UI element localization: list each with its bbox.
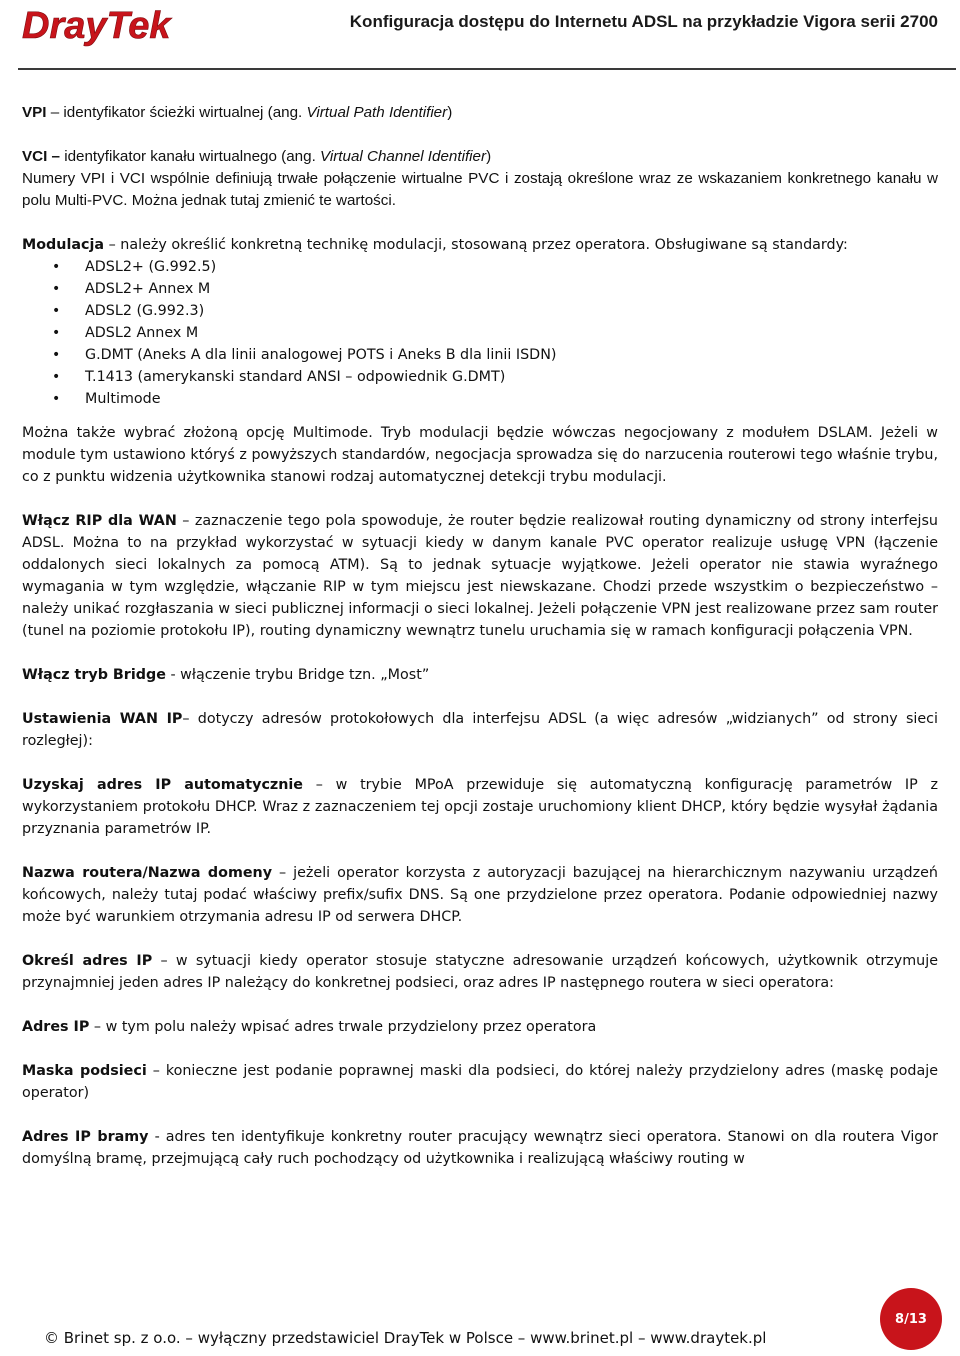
list-item: • ADSL2+ (G.992.5) [22,256,938,278]
svg-text:DrayTek: DrayTek [22,5,171,47]
paragraph-gateway: Adres IP bramy - adres ten identyfikuje konkretny router pracujący wewnątrz sieci operatora. Stanowi on dla routera Vigor domyślną bramę, przejmującą cały ruch pochodzący od użytkownika i realizującą właściwy routing w [22,1129,938,1167]
list-item: • Multimode [22,388,938,410]
paragraph-vpi: VPI – identyfikator ścieżki wirtualnej (ang. Virtual Path Identifier) [22,104,453,121]
paragraph-modulation: Modulacja – należy określić konkretną technikę modulacji, stosowaną przez operatora. Obsługiwane są standardy: [22,237,848,253]
draytek-logo [18,4,208,50]
document-body [22,102,938,1170]
page-footer [0,1318,960,1356]
paragraph-vci: VCI – identyfikator kanału wirtualnego (ang. Virtual Channel Identifier) Numery VPI i VCI wspólnie definiują trwałe połączenie wirtualne PVC i zostają określone wraz ze wskazaniem konkretnego kanału w polu Multi-PVC. Można jednak tutaj zmienić te wartości. [22,148,938,209]
paragraph-rip: Włącz RIP dla WAN – zaznaczenie tego pola spowoduje, że router będzie realizował routing dynamiczny od strony interfejsu ADSL. Można to na przykład wykorzystać w sytuacji kiedy w danym kanale PVC operator realizuje usługę VPN (łączenie oddalonych sieci lokalnych za pomocą ATM). Są to jednak sytuacje wyjątkowe. Jeżeli operator nie stawia wyraźnego wymagania w tym względzie, włączanie RIP w tym miejscu jest niewskazane. Chodzi przede wszystkim o bezpieczeństwo – należy unikać rozgłaszania w sieci publicznej informacji o sieci lokalnej. Jeżeli połączenie VPN jest realizowane przez sam router (tunel na poziomie protokołu IP), routing dynamiczny wewnątrz tunelu uruchamia się w ramach konfiguracji połączenia VPN. [22,513,938,639]
paragraph-bridge: Włącz tryb Bridge - włączenie trybu Bridge tzn. „Most” [22,667,430,683]
page-number-badge: 8/13 [880,1288,942,1350]
paragraph-multimode: Można także wybrać złożoną opcję Multimode. Tryb modulacji będzie wówczas negocjowany z modułem DSLAM. Jeżeli w module tym ustawiono któryś z powyższych standardów, negocjacja sprowadza się do narzucenia routerowi tego właśnie trybu, co z punktu widzenia użytkownika stanowi rodzaj automatycznej detekcji trybu modulacji. [22,425,938,485]
standards-list [22,256,938,410]
paragraph-router-name: Nazwa routera/Nazwa domeny – jeżeli operator korzysta z autoryzacji bazującej na hierarchicznym nazywaniu urządzeń końcowych, należy tutaj podać właściwy prefix/sufix DNS. Są one przydzielone przez operatora. Podanie odpowiedniej nazwy może być warunkiem otrzymania adresu IP od serwera DHCP. [22,865,938,925]
list-item: • ADSL2+ Annex M [22,278,938,300]
list-item: • ADSL2 Annex M [22,322,938,344]
document-title: Konfiguracja dostępu do Internetu ADSL na przykładzie Vigora serii 2700 [349,12,938,31]
paragraph-ip-address: Adres IP – w tym polu należy wpisać adres trwale przydzielony przez operatora [22,1019,597,1035]
paragraph-wan-ip: Ustawienia WAN IP– dotyczy adresów protokołowych dla interfejsu ADSL (a więc adresów „widzianych” od strony sieci rozległej): [22,711,938,749]
list-item: • ADSL2 (G.992.3) [22,300,938,322]
footer-copyright: © Brinet sp. z o.o. – wyłączny przedstawiciel DrayTek w Polsce – www.brinet.pl – www.draytek.pl [44,1329,767,1347]
paragraph-subnet-mask: Maska podsieci – konieczne jest podanie poprawnej maski dla podsieci, do której należy przydzielony adres (maskę podaje operator) [22,1063,938,1101]
page-header [0,0,960,72]
list-item: • T.1413 (amerykanski standard ANSI – odpowiednik G.DMT) [22,366,938,388]
list-item: • G.DMT (Aneks A dla linii analogowej POTS i Aneks B dla linii ISDN) [22,344,938,366]
header-divider [18,68,956,70]
paragraph-auto-ip: Uzyskaj adres IP automatycznie – w trybie MPoA przewiduje się automatyczną konfigurację parametrów IP z wykorzystaniem protokołu DHCP. Wraz z zaznaczeniem tej opcji zostaje uruchomiony klient DHCP, który będzie wysyłał żądania przyznania parametrów IP. [22,777,939,837]
paragraph-static-ip: Określ adres IP – w sytuacji kiedy operator stosuje statyczne adresowanie urządzeń końcowych, użytkownik otrzymuje przynajmniej jeden adres IP należący do konkretnej podsieci, oraz adres IP następnego routera w sieci operatora: [22,953,938,991]
